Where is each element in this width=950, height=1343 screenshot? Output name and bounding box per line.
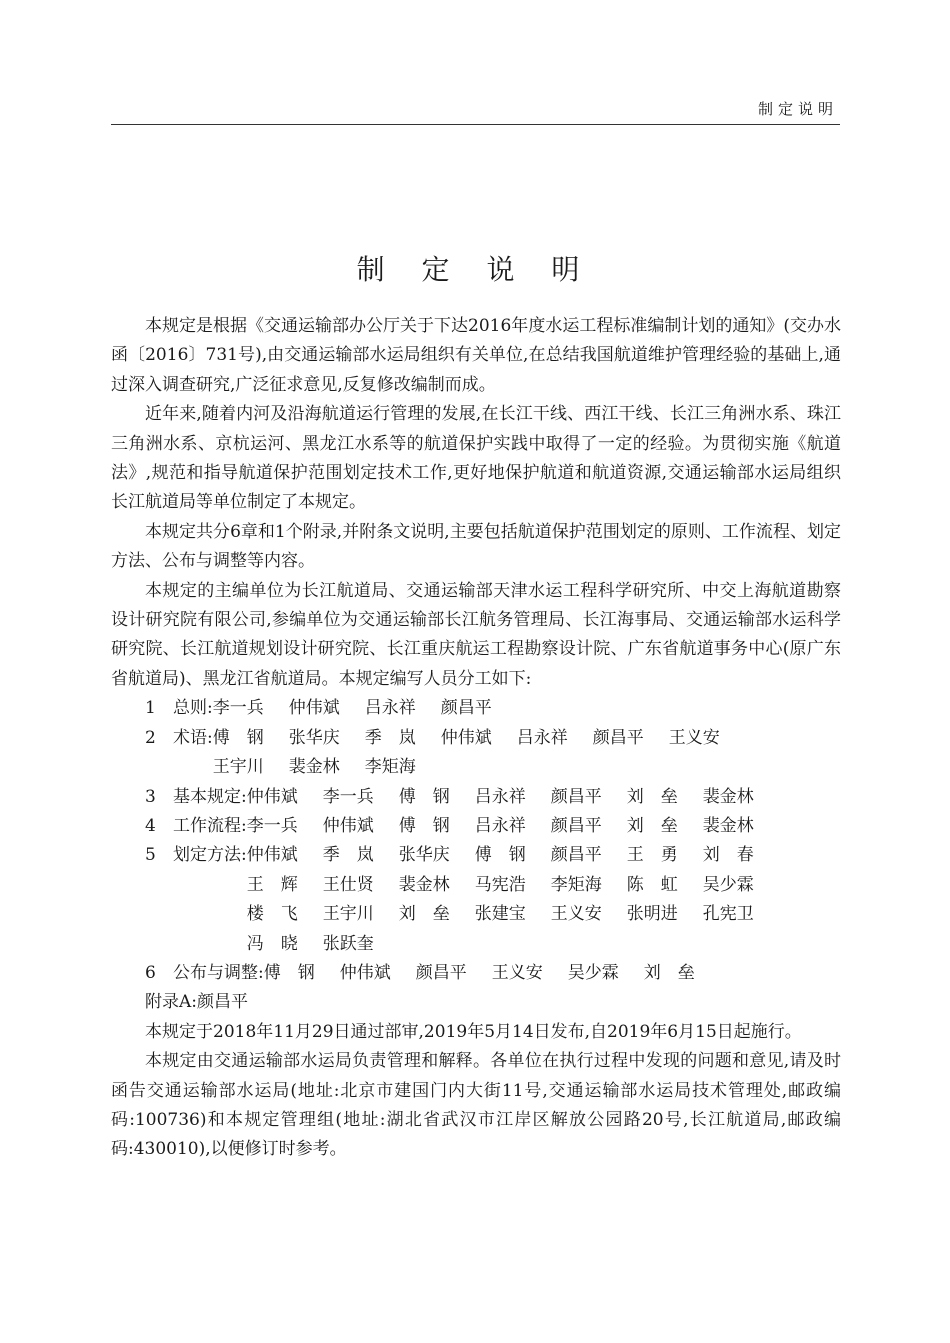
division-names bbox=[247, 841, 837, 959]
division-person-name: 刘 春 bbox=[702, 845, 754, 866]
division-number: 4 bbox=[145, 815, 156, 836]
division-person-name: 吕永祥 bbox=[516, 727, 568, 748]
division-person-name: 仲伟斌 bbox=[246, 786, 298, 807]
division-person-name: 李矩海 bbox=[364, 757, 416, 778]
division-person-name: 刘 垒 bbox=[626, 786, 678, 807]
division-person-name: 吕永祥 bbox=[474, 815, 526, 836]
division-person-name: 仲伟斌 bbox=[246, 845, 298, 866]
division-person-name: 颜昌平 bbox=[550, 845, 602, 866]
division-person-name: 刘 垒 bbox=[626, 815, 678, 836]
division-names bbox=[247, 812, 837, 841]
division-person-name: 仲伟斌 bbox=[322, 815, 374, 836]
division-person-name: 颜昌平 bbox=[550, 815, 602, 836]
division-person-name: 王义安 bbox=[491, 962, 543, 983]
division-person-name: 季 岚 bbox=[322, 845, 374, 866]
division-person-name: 吴少霖 bbox=[567, 962, 619, 983]
division-person-name: 楼 飞 bbox=[246, 904, 298, 925]
division-item bbox=[111, 959, 841, 988]
paragraph-effective-date: 本规定于2018年11月29日通过部审,2019年5月14日发布,自2019年6月15日起施行。 bbox=[145, 1021, 802, 1042]
paragraph-basis: 本规定是根据《交通运输部办公厅关于下达2016年度水运工程标准编制计划的通知》(交办水函〔2016〕731号),由交通运输部水运局组织有关单位,在总结我国航道维护管理经验的基础上,通过深入调查研究,广泛征求意见,反复修改编制而成。 bbox=[111, 316, 841, 395]
division-person-name: 裴金林 bbox=[702, 786, 754, 807]
division-person-name: 裴金林 bbox=[288, 757, 340, 778]
division-number: 5 bbox=[145, 845, 156, 866]
division-names bbox=[213, 724, 803, 783]
division-person-name: 颜昌平 bbox=[440, 698, 492, 719]
division-item bbox=[111, 724, 841, 783]
division-person-name: 仲伟斌 bbox=[440, 727, 492, 748]
division-person-name: 颜昌平 bbox=[415, 962, 467, 983]
division-person-name: 季 岚 bbox=[364, 727, 416, 748]
division-names bbox=[264, 959, 841, 988]
appendix-line bbox=[111, 988, 841, 1017]
division-person-name: 傅 钢 bbox=[474, 845, 526, 866]
division-person-name: 李一兵 bbox=[322, 786, 374, 807]
division-label: 术语: bbox=[173, 727, 213, 748]
division-item bbox=[111, 841, 841, 959]
division-label: 公布与调整: bbox=[173, 962, 264, 983]
division-person-name: 张建宝 bbox=[474, 904, 526, 925]
division-person-name: 王宇川 bbox=[322, 904, 374, 925]
division-label: 基本规定: bbox=[173, 786, 247, 807]
division-number: 6 bbox=[145, 962, 156, 983]
paragraph-background: 近年来,随着内河及沿海航道运行管理的发展,在长江干线、西江干线、长江三角洲水系、珠江三角洲水系、京杭运河、黑龙江水系等的航道保护实践中取得了一定的经验。为贯彻实施《航道法》,规范和指导航道保护范围划定技术工作,更好地保护航道和航道资源,交通运输部水运局组织长江航道局等单位制定了本规定。 bbox=[111, 404, 841, 513]
division-person-name: 傅 钢 bbox=[398, 786, 450, 807]
division-person-name: 王义安 bbox=[668, 727, 720, 748]
header-rule bbox=[111, 124, 840, 125]
division-person-name: 张明进 bbox=[626, 904, 678, 925]
division-label: 总则: bbox=[173, 698, 213, 719]
division-person-name: 王 勇 bbox=[626, 845, 678, 866]
paragraph-units: 本规定的主编单位为长江航道局、交通运输部天津水运工程科学研究所、中交上海航道勘察设计研究院有限公司,参编单位为交通运输部长江航务管理局、长江海事局、交通运输部水运科学研究院、长江航道规划设计研究院、长江重庆航运工程勘察设计院、广东省航道事务中心(原广东省航道局)、黑龙江省航道局。本规定编写人员分工如下: bbox=[111, 580, 841, 689]
paragraph-management: 本规定由交通运输部水运局负责管理和解释。各单位在执行过程中发现的问题和意见,请及时函告交通运输部水运局(地址:北京市建国门内大街11号,交通运输部水运局技术管理处,邮政编码:100736)和本规定管理组(地址:湖北省武汉市江岸区解放公园路20号,长江航道局,邮政编码:430010),以便修订时参考。 bbox=[111, 1051, 841, 1160]
division-number: 1 bbox=[145, 698, 156, 719]
division-list bbox=[111, 694, 841, 988]
division-person-name: 马宪浩 bbox=[474, 874, 526, 895]
division-person-name: 颜昌平 bbox=[592, 727, 644, 748]
division-person-name: 吕永祥 bbox=[364, 698, 416, 719]
division-person-name: 张跃奎 bbox=[322, 933, 374, 954]
division-item bbox=[111, 694, 841, 723]
division-person-name: 冯 晓 bbox=[246, 933, 298, 954]
division-person-name: 王 辉 bbox=[246, 874, 298, 895]
document-body bbox=[111, 312, 841, 1165]
division-person-name: 吕永祥 bbox=[474, 786, 526, 807]
division-label: 划定方法: bbox=[173, 845, 247, 866]
division-person-name: 刘 垒 bbox=[643, 962, 695, 983]
division-person-name: 吴少霖 bbox=[702, 874, 754, 895]
running-head: 制定说明 bbox=[757, 100, 838, 118]
division-person-name: 李一兵 bbox=[212, 698, 264, 719]
division-person-name: 李一兵 bbox=[246, 815, 298, 836]
division-number: 2 bbox=[145, 727, 156, 748]
paragraph-structure: 本规定共分6章和1个附录,并附条文说明,主要包括航道保护范围划定的原则、工作流程、划定方法、公布与调整等内容。 bbox=[111, 521, 841, 572]
division-person-name: 裴金林 bbox=[702, 815, 754, 836]
division-person-name: 李矩海 bbox=[550, 874, 602, 895]
division-names bbox=[247, 783, 837, 812]
appendix-label: 附录A: bbox=[145, 992, 198, 1013]
division-person-name: 傅 钢 bbox=[263, 962, 315, 983]
division-person-name: 陈 虹 bbox=[626, 874, 678, 895]
page-title: 制 定 说 明 bbox=[356, 253, 594, 286]
appendix-names: 颜昌平 bbox=[197, 992, 249, 1013]
division-number: 3 bbox=[145, 786, 156, 807]
division-item bbox=[111, 812, 841, 841]
division-person-name: 仲伟斌 bbox=[288, 698, 340, 719]
division-person-name: 傅 钢 bbox=[398, 815, 450, 836]
division-person-name: 王宇川 bbox=[212, 757, 264, 778]
division-item bbox=[111, 783, 841, 812]
division-person-name: 傅 钢 bbox=[212, 727, 264, 748]
division-person-name: 张华庆 bbox=[398, 845, 450, 866]
division-person-name: 张华庆 bbox=[288, 727, 340, 748]
division-person-name: 仲伟斌 bbox=[339, 962, 391, 983]
division-names bbox=[213, 694, 803, 723]
division-person-name: 孔宪卫 bbox=[702, 904, 754, 925]
division-person-name: 颜昌平 bbox=[550, 786, 602, 807]
division-person-name: 刘 垒 bbox=[398, 904, 450, 925]
division-person-name: 王义安 bbox=[550, 904, 602, 925]
division-person-name: 王仕贤 bbox=[322, 874, 374, 895]
division-person-name: 裴金林 bbox=[398, 874, 450, 895]
division-label: 工作流程: bbox=[173, 815, 247, 836]
